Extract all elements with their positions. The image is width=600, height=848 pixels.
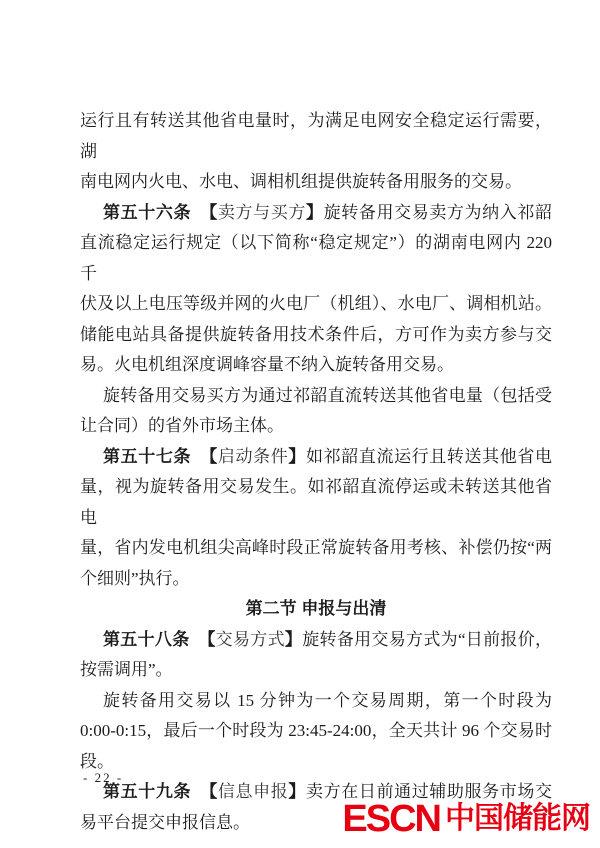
text-line <box>80 564 552 595</box>
bold-text: 第五十八条 <box>103 629 190 649</box>
text-line <box>80 228 552 289</box>
bold-text: 【 <box>208 202 218 222</box>
text-line <box>80 686 552 717</box>
bold-text: 【 <box>208 446 218 466</box>
text-line <box>80 442 552 473</box>
text-line <box>80 320 552 351</box>
text-line <box>80 289 552 320</box>
bold-text: 】 <box>284 629 303 649</box>
text-segment: 量，省内发电机组尖高峰时段正常旋转备用考核、补偿仍按“两 <box>80 538 552 557</box>
page-number: - 22 - <box>83 770 124 785</box>
term-text: 信息申报 <box>217 782 289 801</box>
text-segment: 易平台提交申报信息。 <box>80 812 250 832</box>
bold-text: 【 <box>208 782 218 801</box>
text-line <box>80 716 552 747</box>
text-line <box>80 106 552 167</box>
text-line <box>80 533 552 564</box>
escn-logo-chinese: 中国储能网 <box>445 802 590 835</box>
escn-logo <box>342 800 590 838</box>
text-segment: 0:00-0:15，最后一个时段为 23:45-24:00，全天共计 96 个交易时 <box>80 721 552 740</box>
section-heading <box>80 594 552 625</box>
bold-text: 第五十九条 <box>103 782 192 801</box>
text-line <box>80 381 552 412</box>
text-segment: 储能电站具备提供旋转备用技术条件后，方可作为卖方参与交 <box>80 324 552 344</box>
text-segment: 旋转备用交易买方为通过祁韶直流转送其他省电量（包括受 <box>103 385 552 405</box>
bold-text: 第二节 申报与出清 <box>245 599 387 618</box>
text-segment <box>191 782 209 801</box>
text-segment: 旋转备用交易卖方为纳入祁韶 <box>323 202 553 222</box>
text-segment: 伏及以上电压等级并网的火电厂（机组）、水电厂、调相机站。 <box>80 294 552 313</box>
bold-text: 【 <box>206 629 216 649</box>
text-line <box>80 411 552 442</box>
escn-logo-latin: ESCN <box>342 798 440 840</box>
text-segment <box>191 447 209 466</box>
text-segment: 段。 <box>80 751 114 771</box>
text-segment <box>191 203 209 222</box>
text-line <box>80 747 552 778</box>
text-line <box>80 350 552 381</box>
text-line <box>80 198 552 229</box>
term-text: 启动条件 <box>217 446 289 466</box>
term-text: 卖方与买方 <box>217 202 306 222</box>
text-line <box>80 655 552 686</box>
bold-text: 第五十六条 <box>103 202 192 222</box>
term-text: 交易方式 <box>215 629 285 649</box>
document-body <box>80 106 552 838</box>
text-segment: 卖方在日前通过辅助服务市场交 <box>305 782 553 801</box>
bold-text: 第五十七条 <box>103 446 192 466</box>
text-segment: 量，视为旋转备用交易发生。如祁韶直流停运或未转送其他省电 <box>80 477 552 527</box>
text-line <box>80 625 552 656</box>
text-segment: 个细则”执行。 <box>80 568 190 588</box>
text-segment: 南电网内火电、水电、调相机组提供旋转备用服务的交易。 <box>80 172 522 191</box>
text-segment: 按需调用”。 <box>80 660 173 679</box>
text-segment: 旋转备用交易以 15 分钟为一个交易周期，第一个时段为 <box>103 690 552 710</box>
text-segment: 直流稳定运行规定（以下简称“稳定规定”）的湖南电网内 220 千 <box>80 233 552 283</box>
text-segment: 让合同）的省外市场主体。 <box>80 416 284 435</box>
text-segment: 旋转备用交易方式为“日前报价， <box>302 629 553 649</box>
text-line <box>80 167 552 198</box>
bold-text: 】 <box>288 446 306 466</box>
text-segment <box>190 630 207 649</box>
bold-text: 】 <box>305 202 324 222</box>
text-segment: 易。火电机组深度调峰容量不纳入旋转备用交易。 <box>80 355 454 374</box>
bold-text: 】 <box>288 782 306 801</box>
text-line <box>80 472 552 533</box>
text-segment: 如祁韶直流运行且转送其他省电 <box>305 446 553 466</box>
text-segment: 运行且有转送其他省电量时，为满足电网安全稳定运行需要，湖 <box>80 111 552 161</box>
